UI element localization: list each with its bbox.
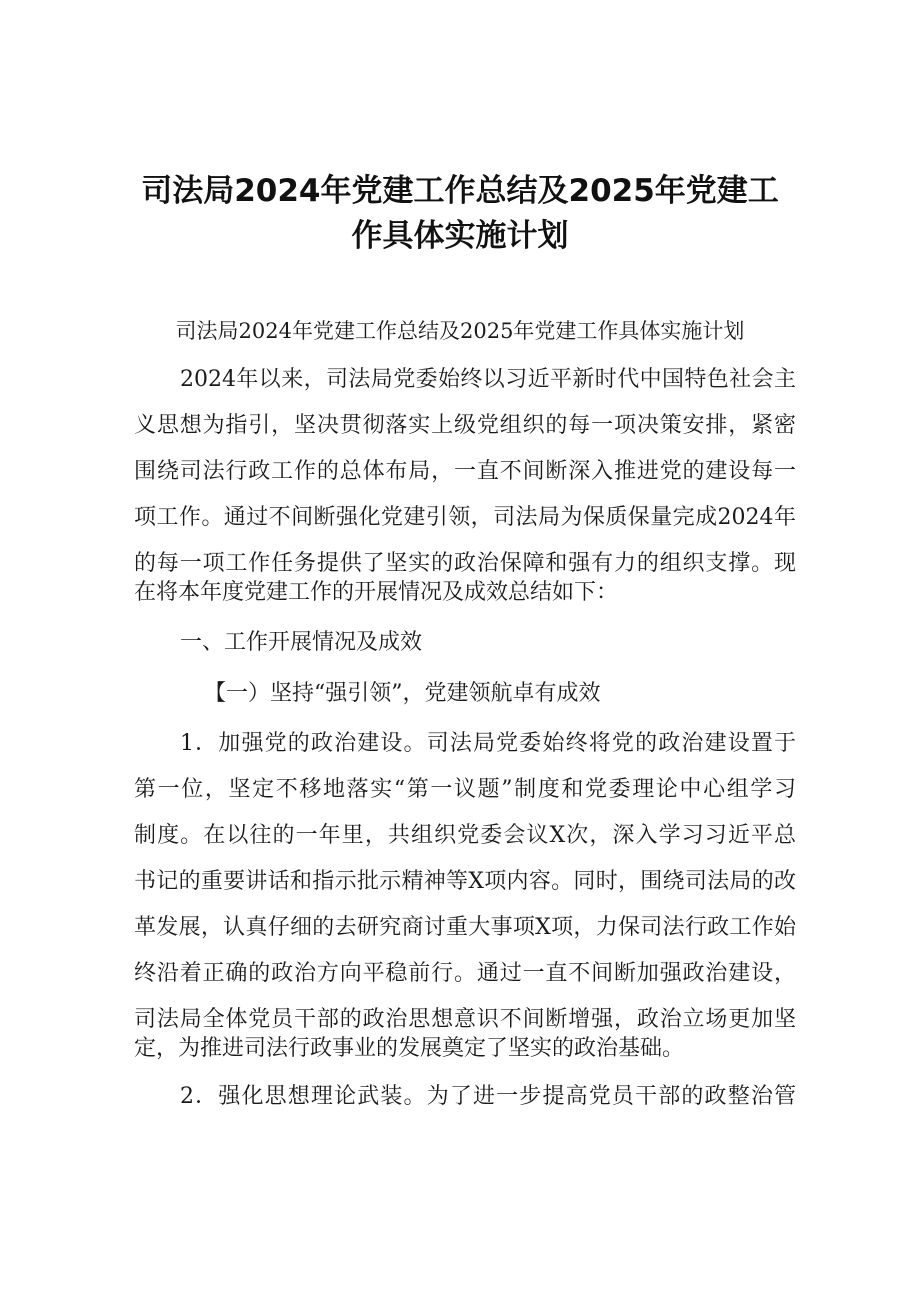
item1-line: 革发展，认真仔细的去研究商讨重大事项X项，力保司法行政工作始 [134,915,796,940]
item2-line: 2．强化思想理论武装。为了进一步提高党员干部的政整治管 [180,1084,796,1109]
document-title-line-2: 作具体实施计划 [351,218,569,254]
item1-line: 司法局全体党员干部的政治思想意识不间断增强，政治立场更加坚 [134,1007,796,1032]
document-title-line-1: 司法局2024年党建工作总结及2025年党建工 [141,173,779,209]
intro-line: 围绕司法行政工作的总体布局，一直不间断深入推进党的建设每一 [134,459,796,484]
intro-line: 义思想为指引，坚决贯彻落实上级党组织的每一项决策安排，紧密 [134,413,796,438]
item1-line: 第一位，坚定不移地落实“第一议题”制度和党委理论中心组学习 [134,777,796,802]
item1-line: 书记的重要讲话和指示批示精神等X项内容。同时，围绕司法局的改 [134,869,796,894]
item1-line: 制度。在以往的一年里，共组织党委会议X次，深入学习习近平总 [134,823,796,848]
intro-line: 项工作。通过不间断强化党建引领，司法局为保质保量完成2024年 [134,505,796,530]
intro-line: 在将本年度党建工作的开展情况及成效总结如下： [134,580,619,605]
document-subtitle: 司法局2024年党建工作总结及2025年党建工作具体实施计划 [175,319,745,343]
item1-line: 定，为推进司法行政事业的发展奠定了坚实的政治基础。 [134,1036,685,1061]
intro-line: 2024年以来，司法局党委始终以习近平新时代中国特色社会主 [180,367,796,392]
item1-line: 1．加强党的政治建设。司法局党委始终将党的政治建设置于 [180,731,796,756]
item1-line: 终沿着正确的政治方向平稳前行。通过一直不间断加强政治建设， [134,961,796,986]
subsection-heading: 【一）坚持“强引领”，党建领航卓有成效 [204,681,601,706]
section-heading: 一、工作开展情况及成效 [180,630,423,655]
intro-line: 的每一项工作任务提供了坚实的政治保障和强有力的组织支撑。现 [134,551,796,576]
